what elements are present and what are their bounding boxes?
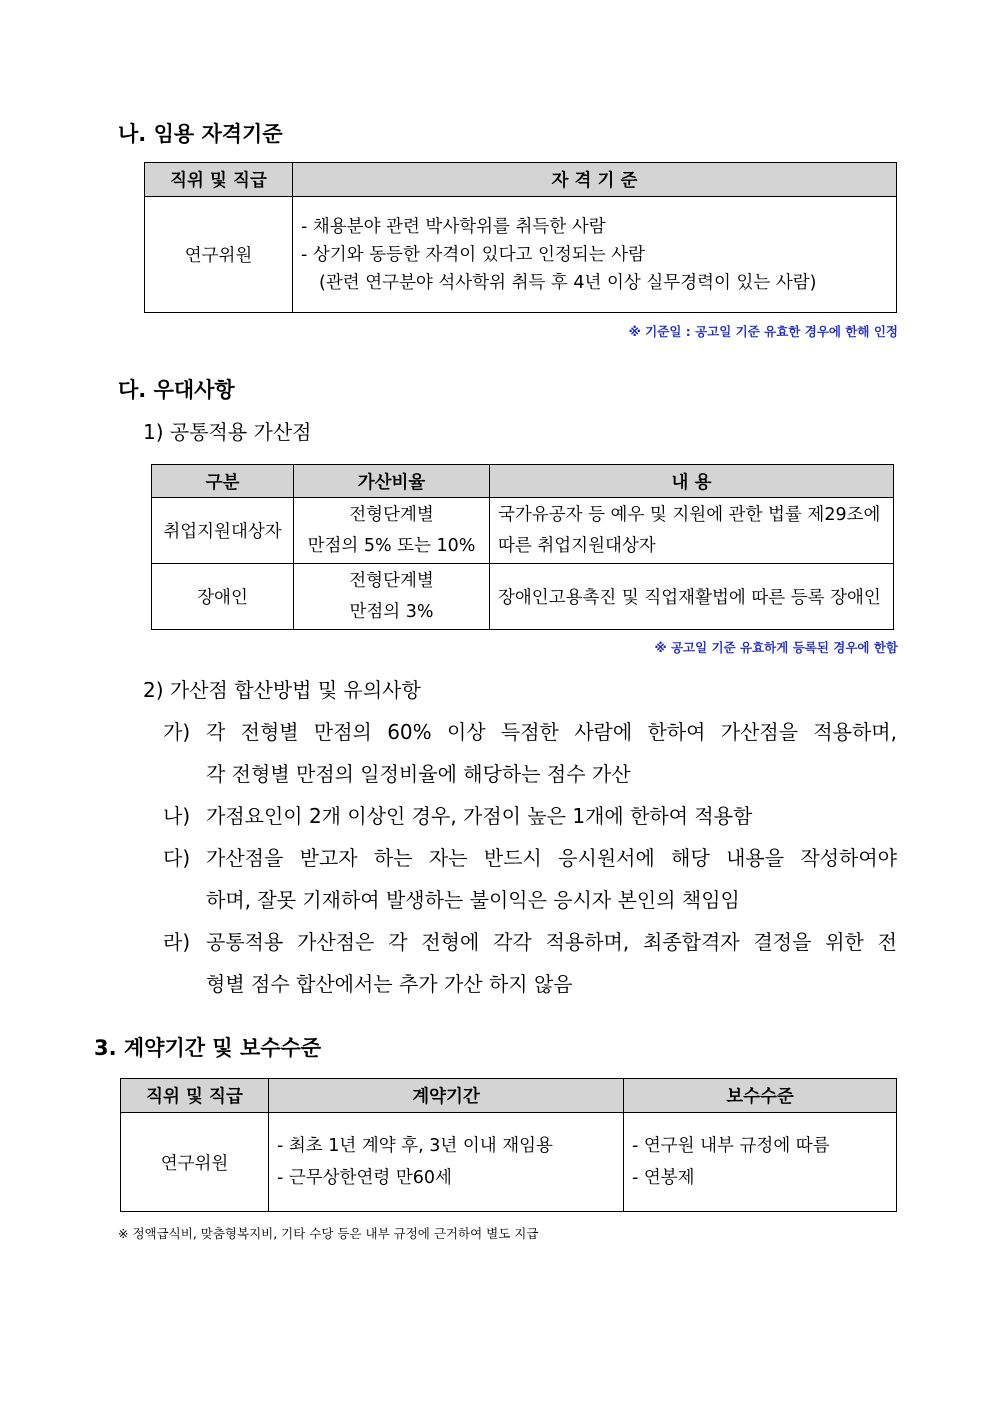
content-cell — [490, 564, 894, 630]
ratio-cell — [294, 564, 490, 630]
content-cell — [490, 498, 894, 564]
ratio-line: 전형단계별 — [349, 570, 434, 591]
sub2-title: 2) 가산점 합산방법 및 유의사항 — [143, 678, 421, 702]
bonus-rules — [163, 716, 897, 1016]
ratio-line: 전형단계별 — [349, 504, 434, 525]
criteria-cell — [293, 197, 897, 313]
qualification-table — [144, 162, 897, 313]
section-na-title: 나. 임용 자격기준 — [118, 122, 283, 146]
item-line: 가산점을 받고자 하는 자는 반드시 응시원서에 해당 내용을 작성하여야 — [206, 846, 897, 870]
header-position: 직위 및 직급 — [121, 1079, 269, 1113]
item-label: 라) — [163, 930, 191, 954]
section-3-title: 3. 계약기간 및 보수수준 — [94, 1036, 322, 1060]
item-line: 각 전형별 만점의 60% 이상 득점한 사람에 한하여 가산점을 적용하며, — [206, 720, 897, 744]
pay-line: - 연봉제 — [632, 1168, 695, 1188]
item-label: 다) — [163, 846, 191, 870]
criteria-line: (관련 연구분야 석사학위 취득 후 4년 이상 실무경력이 있는 사람) — [319, 272, 817, 293]
period-line: - 근무상한연령 만60세 — [277, 1168, 452, 1188]
ratio-cell — [294, 498, 490, 564]
item-label: 나) — [163, 804, 191, 828]
item-line: 공통적용 가산점은 각 전형에 각각 적용하며, 최종합격자 결정을 위한 전 — [206, 930, 897, 954]
header-content: 내 용 — [490, 465, 894, 498]
pay-cell — [624, 1113, 897, 1212]
criteria-line: - 상기와 동등한 자격이 있다고 인정되는 사람 — [301, 244, 645, 265]
position-cell: 연구위원 — [121, 1113, 269, 1212]
content-line: 장애인고용촉진 및 직업재활법에 따른 등록 장애인 — [498, 588, 881, 608]
header-position: 직위 및 직급 — [145, 163, 293, 197]
header-pay: 보수수준 — [624, 1079, 897, 1113]
sub1-title: 1) 공통적용 가산점 — [143, 420, 312, 444]
contract-table — [120, 1078, 897, 1212]
contract-note: ※ 정액급식비, 맞춤형복지비, 기타 수당 등은 내부 규정에 근거하여 별도 지급 — [118, 1226, 539, 1241]
criteria-line: - 채용분야 관련 박사학위를 취득한 사람 — [301, 216, 606, 237]
item-line: 하며, 잘못 기재하여 발생하는 불이익은 응시자 본인의 책임임 — [206, 888, 740, 912]
content-line: 따른 취업지원대상자 — [498, 535, 656, 556]
criteria-note: ※ 기준일 : 공고일 기준 유효한 경우에 한해 인정 — [628, 324, 898, 339]
ratio-line: 만점의 5% 또는 10% — [307, 535, 476, 556]
item-line: 가점요인이 2개 이상인 경우, 가점이 높은 1개에 한하여 적용함 — [206, 804, 753, 828]
period-line: - 최초 1년 계약 후, 3년 이내 재임용 — [277, 1136, 553, 1156]
period-cell — [269, 1113, 624, 1212]
header-period: 계약기간 — [269, 1079, 624, 1113]
item-line: 각 전형별 만점의 일정비율에 해당하는 점수 가산 — [206, 762, 631, 786]
category-cell: 취업지원대상자 — [152, 498, 294, 564]
pay-line: - 연구원 내부 규정에 따름 — [632, 1136, 830, 1156]
category-cell: 장애인 — [152, 564, 294, 630]
item-label: 가) — [163, 720, 191, 744]
content-line: 국가유공자 등 예우 및 지원에 관한 법률 제29조에 — [498, 504, 881, 525]
header-criteria: 자 격 기 준 — [293, 163, 897, 197]
ratio-line: 만점의 3% — [349, 601, 434, 622]
header-category: 구분 — [152, 465, 294, 498]
bonus-note: ※ 공고일 기준 유효하게 등록된 경우에 한함 — [654, 640, 898, 655]
item-line: 형별 점수 합산에서는 추가 가산 하지 않음 — [206, 972, 573, 996]
header-ratio: 가산비율 — [294, 465, 490, 498]
position-cell: 연구위원 — [145, 197, 293, 313]
section-da-title: 다. 우대사항 — [118, 378, 235, 402]
bonus-table — [151, 464, 894, 630]
